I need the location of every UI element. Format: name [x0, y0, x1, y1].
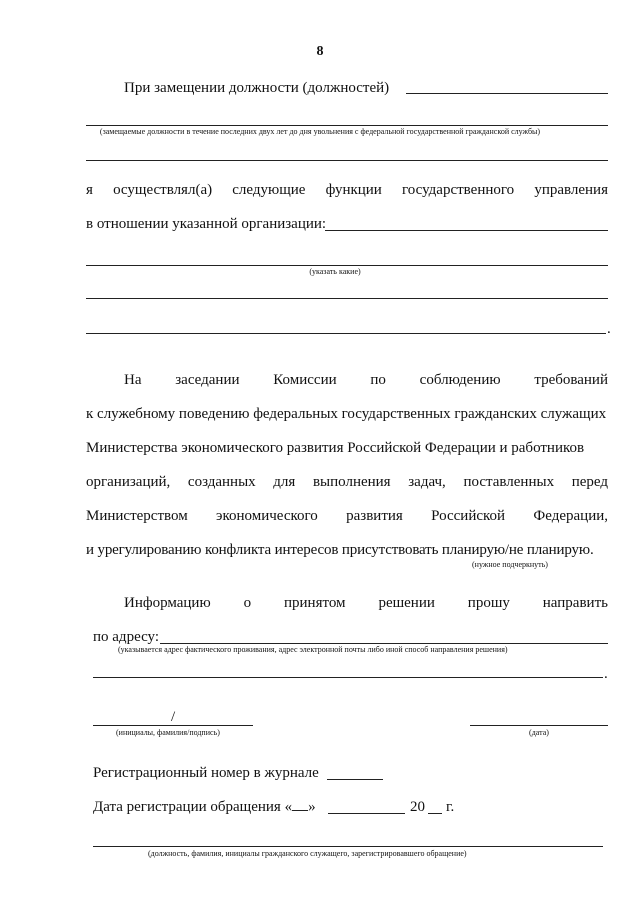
address-end-period: .	[604, 666, 608, 682]
commission-word-3: Комиссии	[273, 372, 337, 388]
info-word-6: направить	[542, 595, 608, 611]
underline-caption: (нужное подчеркнуть)	[472, 560, 548, 569]
functions-word-5: государственного	[402, 182, 515, 198]
commission-line-1	[124, 371, 608, 389]
info-word-4: решении	[378, 595, 435, 611]
functions-word-1: я	[86, 182, 93, 198]
signature-line[interactable]	[93, 725, 253, 726]
registrar-caption: (должность, фамилия, инициалы гражданского служащего, зарегистрировавшего обращение)	[148, 849, 467, 858]
specify-caption: (указать какие)	[309, 267, 361, 276]
commission-line-2: к служебному поведению федеральных государственных гражданских служащих	[86, 406, 607, 422]
registration-year-suffix: г.	[446, 799, 455, 815]
commission-l4-word-2: созданных	[187, 474, 256, 490]
date-caption: (дата)	[529, 728, 549, 737]
registration-year-prefix: 20	[410, 799, 425, 815]
commission-l4-word-6: поставленных	[463, 474, 555, 490]
functions-line-2[interactable]	[86, 298, 608, 299]
positions-intro-label: При замещении должности (должностей)	[124, 80, 390, 96]
commission-word-5: соблюдению	[419, 372, 501, 388]
commission-line-4	[86, 473, 608, 491]
commission-word-2: заседании	[175, 372, 240, 388]
positions-input-line[interactable]	[406, 93, 608, 94]
info-line-1	[124, 594, 608, 612]
functions-end-period: .	[607, 321, 611, 337]
functions-word-4: функции	[325, 182, 382, 198]
functions-word-3: следующие	[232, 182, 306, 198]
organization-label: в отношении указанной организации:	[86, 216, 327, 232]
functions-line-1[interactable]	[86, 265, 608, 266]
date-line[interactable]	[470, 725, 608, 726]
commission-word-4: по	[370, 372, 386, 388]
registration-date-prefix: Дата регистрации обращения «	[93, 799, 293, 815]
address-input-line[interactable]	[160, 643, 608, 644]
address-caption: (указывается адрес фактического проживания, адрес электронной почты либо иной способ направления решения)	[118, 645, 508, 654]
info-word-1: Информацию	[124, 595, 211, 611]
info-word-5: прошу	[467, 595, 510, 611]
page-number: 8	[316, 44, 324, 59]
registration-date-label	[93, 798, 316, 816]
commission-l5-word-5: Федерации,	[533, 508, 608, 524]
signature-caption: (инициалы, фамилия/подпись)	[116, 728, 220, 737]
commission-l5-word-4: Российской	[431, 508, 506, 524]
address-label: по адресу:	[93, 629, 160, 645]
commission-l4-word-1: организаций,	[86, 474, 171, 490]
positions-line-1[interactable]	[86, 125, 608, 126]
functions-word-2: осуществлял(а)	[113, 182, 213, 198]
journal-number-label: Регистрационный номер в журнале	[93, 765, 319, 781]
address-line-2[interactable]	[93, 677, 603, 678]
commission-l4-word-3: для	[273, 474, 296, 490]
commission-line-3: Министерства экономического развития Российской Федерации и работников	[86, 440, 585, 456]
info-word-3: принятом	[283, 595, 346, 611]
signature-slash: /	[171, 709, 176, 725]
registrar-line[interactable]	[93, 846, 603, 847]
commission-l4-word-4: выполнения	[312, 474, 391, 490]
commission-word-1: На	[124, 372, 142, 388]
positions-caption: (замещаемые должности в течение последних двух лет до дня увольнения с федеральной государственной гражданской службы)	[99, 127, 541, 136]
commission-l4-word-5: задач,	[408, 474, 446, 490]
commission-l5-word-3: развития	[346, 508, 403, 524]
info-word-2: о	[243, 595, 252, 611]
commission-l4-word-7: перед	[571, 474, 608, 490]
commission-word-6: требований	[534, 372, 608, 388]
commission-l5-word-1: Министерством	[86, 508, 188, 524]
registration-date-quote: »	[308, 799, 316, 815]
commission-l5-word-2: экономического	[216, 508, 318, 524]
commission-line-5	[86, 507, 608, 525]
functions-word-6: управления	[534, 182, 608, 198]
functions-line	[86, 181, 608, 199]
registration-year-line[interactable]	[428, 813, 442, 814]
organization-input-line[interactable]	[325, 230, 608, 231]
registration-month-line[interactable]	[328, 813, 405, 814]
journal-number-input-line[interactable]	[327, 779, 383, 780]
positions-line-2[interactable]	[86, 160, 608, 161]
functions-line-3[interactable]	[86, 333, 606, 334]
commission-line-6: и урегулированию конфликта интересов присутствовать планирую/не планирую.	[86, 542, 594, 558]
registration-day-blank[interactable]	[292, 798, 308, 811]
